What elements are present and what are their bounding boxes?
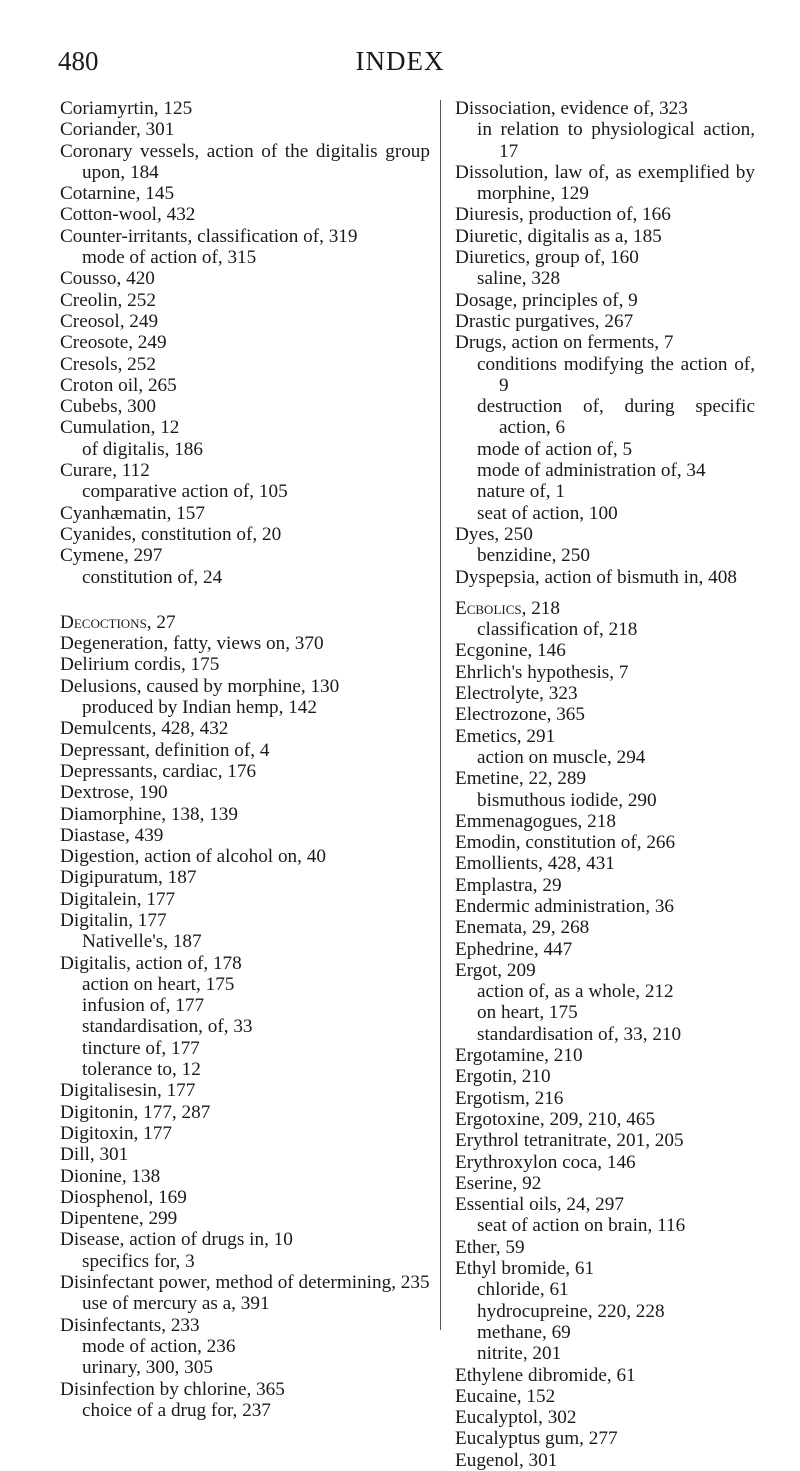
index-entry: Digitalis, action of, 178	[60, 952, 242, 974]
index-entry: Creolin, 252	[60, 289, 156, 311]
index-entry: Dill, 301	[60, 1144, 129, 1166]
index-subentry: use of mercury as a, 391	[82, 1293, 270, 1315]
page-title: INDEX	[355, 46, 445, 76]
index-entry: Emplastra, 29	[455, 874, 562, 896]
index-entry: Disinfection by chlorine, 365	[60, 1378, 285, 1400]
index-entry: Eucalyptus gum, 277	[455, 1428, 618, 1450]
index-entry: Ergot, 209	[455, 959, 536, 981]
index-subentry: comparative action of, 105	[82, 481, 288, 503]
index-entry: Digestion, action of alcohol on, 40	[60, 846, 326, 868]
index-entry: Dyes, 250	[455, 523, 533, 545]
index-entry: Dosage, principles of, 9	[455, 289, 638, 311]
index-column-left	[60, 98, 430, 1421]
index-subentry: mode of action of, 5	[477, 438, 633, 460]
index-subentry: conditions modifying the action of, 9	[477, 353, 755, 396]
index-subentry: destruction of, during specific action, 6	[477, 396, 755, 439]
index-entry: Counter-irritants, classification of, 319	[60, 225, 358, 247]
index-subentry: chloride, 61	[477, 1279, 569, 1301]
section-gap	[60, 588, 430, 612]
index-subentry: nature of, 1	[477, 481, 565, 503]
index-subentry: mode of action, 236	[82, 1335, 236, 1357]
index-entry: Erythrol tetranitrate, 201, 205	[455, 1130, 684, 1152]
index-subentry: urinary, 300, 305	[82, 1357, 213, 1379]
index-subentry: methane, 69	[477, 1321, 571, 1343]
index-entry: Digitonin, 177, 287	[60, 1101, 211, 1123]
index-subentry: bismuthous iodide, 290	[477, 789, 657, 811]
index-entry: Ecgonine, 146	[455, 640, 566, 662]
index-entry: Ether, 59	[455, 1236, 525, 1258]
index-entry: Delirium cordis, 175	[60, 654, 220, 676]
index-entry: Ethyl bromide, 61	[455, 1258, 595, 1280]
index-entry: Croton oil, 265	[60, 374, 177, 396]
index-entry: Dionine, 138	[60, 1165, 161, 1187]
index-entry: Cymene, 297	[60, 545, 163, 567]
index-entry: Dextrose, 190	[60, 782, 168, 804]
index-subentry: mode of action of, 315	[82, 247, 257, 269]
index-subentry: seat of action on brain, 116	[477, 1215, 686, 1237]
index-entry: Coriamyrtin, 125	[60, 98, 193, 119]
index-subentry: tincture of, 177	[82, 1037, 200, 1059]
index-entry: Decoctions, 27	[60, 611, 176, 633]
index-entry: Essential oils, 24, 297	[455, 1194, 624, 1216]
index-entry: Emollients, 428, 431	[455, 853, 615, 875]
index-entry: Eucaine, 152	[455, 1385, 556, 1407]
index-entry: Enemata, 29, 268	[455, 917, 590, 939]
index-entry: Endermic administration, 36	[455, 895, 675, 917]
index-entry: Diastase, 439	[60, 824, 164, 846]
index-entry: Depressants, cardiac, 176	[60, 760, 257, 782]
index-entry: Ethylene dibromide, 61	[455, 1364, 636, 1386]
index-subentry: on heart, 175	[477, 1002, 578, 1024]
index-subentry: standardisation, of, 33	[82, 1016, 253, 1038]
index-subentry: in relation to physiological action, 17	[477, 119, 755, 162]
index-entry: Digitalisesin, 177	[60, 1080, 196, 1102]
index-entry: Cotton-wool, 432	[60, 204, 196, 226]
index-entry: Eugenol, 301	[455, 1449, 558, 1471]
index-entry: Coriander, 301	[60, 119, 175, 141]
index-entry: Degeneration, fatty, views on, 370	[60, 633, 324, 655]
index-entry: Digitalin, 177	[60, 909, 167, 931]
index-entry: Disease, action of drugs in, 10	[60, 1229, 293, 1251]
index-entry: Disinfectant power, method of determining, 235	[60, 1272, 430, 1294]
section-gap	[455, 588, 755, 598]
index-subentry: action of, as a whole, 212	[477, 981, 674, 1003]
index-subentry: standardisation of, 33, 210	[477, 1023, 682, 1045]
index-subentry: action on heart, 175	[82, 973, 235, 995]
index-entry: Emetine, 22, 289	[455, 768, 587, 790]
index-entry: Creosol, 249	[60, 310, 159, 332]
index-subentry: choice of a drug for, 237	[82, 1399, 271, 1421]
index-entry: Disinfectants, 233	[60, 1314, 200, 1336]
index-entry: Ergotism, 216	[455, 1087, 564, 1109]
page-header	[0, 46, 800, 86]
index-entry: Ecbolics, 218	[455, 597, 560, 619]
index-entry: Dissociation, evidence of, 323	[455, 98, 688, 119]
index-entry: Emetics, 291	[455, 725, 556, 747]
index-entry: Digipuratum, 187	[60, 867, 197, 889]
index-subentry: tolerance to, 12	[82, 1059, 201, 1081]
index-column-right	[455, 98, 755, 1471]
index-entry: Creosote, 249	[60, 332, 167, 354]
index-entry: Dipentene, 299	[60, 1208, 178, 1230]
index-entry: Drastic purgatives, 267	[455, 310, 634, 332]
index-entry: Drugs, action on ferments, 7	[455, 332, 674, 354]
index-entry: Diuresis, production of, 166	[455, 204, 671, 226]
index-entry: Eserine, 92	[455, 1172, 542, 1194]
index-subentry: classification of, 218	[477, 619, 638, 641]
index-entry: Cubebs, 300	[60, 396, 156, 418]
index-entry: Eucalyptol, 302	[455, 1407, 577, 1429]
index-entry: Curare, 112	[60, 460, 150, 482]
index-subentry: nitrite, 201	[477, 1343, 562, 1365]
index-subentry: benzidine, 250	[477, 545, 590, 567]
index-subentry: of digitalis, 186	[82, 438, 203, 460]
index-entry: Electrolyte, 323	[455, 683, 578, 705]
index-entry: Ergotin, 210	[455, 1066, 551, 1088]
index-subentry: seat of action, 100	[477, 502, 618, 524]
index-entry: Cyanides, constitution of, 20	[60, 523, 282, 545]
index-entry: Delusions, caused by morphine, 130	[60, 675, 340, 697]
index-entry: Emmenagogues, 218	[455, 810, 616, 832]
index-entry: Digitoxin, 177	[60, 1122, 172, 1144]
index-subentry: saline, 328	[477, 268, 561, 290]
index-entry: Dyspepsia, action of bismuth in, 408	[455, 566, 737, 588]
index-subentry: Nativelle's, 187	[82, 931, 202, 953]
index-subentry: specifics for, 3	[82, 1250, 195, 1272]
index-entry: Erythroxylon coca, 146	[455, 1151, 636, 1173]
index-subentry: infusion of, 177	[82, 995, 205, 1017]
index-entry: Electrozone, 365	[455, 704, 585, 726]
index-entry: Cotarnine, 145	[60, 183, 175, 205]
index-entry: Dissolution, law of, as exemplified by morphine, 129	[455, 161, 755, 205]
index-entry: Cousso, 420	[60, 268, 155, 290]
index-subentry: mode of administration of, 34	[477, 460, 706, 482]
index-subentry: constitution of, 24	[82, 566, 223, 588]
index-entry: Ephedrine, 447	[455, 938, 573, 960]
index-entry: Emodin, constitution of, 266	[455, 832, 676, 854]
index-entry: Ehrlich's hypothesis, 7	[455, 661, 629, 683]
page-number: 480	[58, 46, 99, 76]
index-entry: Depressant, definition of, 4	[60, 739, 270, 761]
column-divider	[440, 100, 441, 1330]
index-entry: Diuretics, group of, 160	[455, 247, 639, 269]
index-entry: Demulcents, 428, 432	[60, 718, 229, 740]
index-subentry: produced by Indian hemp, 142	[82, 697, 317, 719]
index-entry: Diosphenol, 169	[60, 1186, 187, 1208]
index-entry: Coronary vessels, action of the digitalis group upon, 184	[60, 140, 430, 183]
index-entry: Cumulation, 12	[60, 417, 180, 439]
index-subentry: hydrocupreine, 220, 228	[477, 1300, 665, 1322]
index-entry: Cyanhæmatin, 157	[60, 502, 205, 524]
index-entry: Cresols, 252	[60, 353, 156, 375]
index-subentry: action on muscle, 294	[477, 746, 646, 768]
index-entry: Digitalein, 177	[60, 888, 176, 910]
index-entry: Diamorphine, 138, 139	[60, 803, 238, 825]
index-entry: Diuretic, digitalis as a, 185	[455, 225, 662, 247]
index-entry: Ergotoxine, 209, 210, 465	[455, 1108, 656, 1130]
index-entry: Ergotamine, 210	[455, 1045, 583, 1067]
